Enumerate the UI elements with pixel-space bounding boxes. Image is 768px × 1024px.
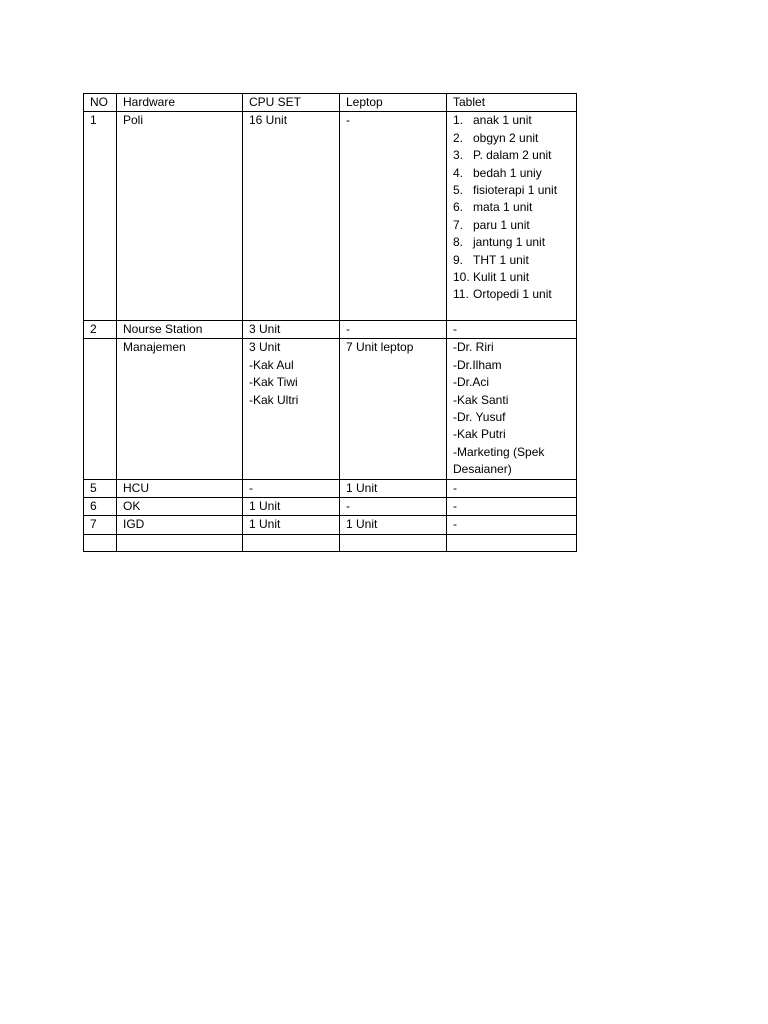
cell-tablet: [447, 320, 577, 338]
cell-cpu: [243, 320, 340, 338]
list-number: 4.: [453, 165, 464, 180]
cell-no: 5: [84, 479, 117, 497]
list-text: mata 1 unit: [473, 200, 533, 215]
header-tablet: Tablet: [447, 94, 577, 112]
cell-tablet: [447, 497, 577, 515]
cell-empty: [243, 534, 340, 551]
list-number: 5.: [453, 183, 464, 198]
list-number: 11.: [453, 287, 469, 302]
cpu-line: 3 Unit: [249, 321, 281, 336]
cell-leptop: [340, 339, 447, 479]
tablet-list-item: [453, 112, 570, 129]
cell-no: 6: [84, 497, 117, 515]
cell-no: 7: [84, 516, 117, 534]
list-text: anak 1 unit: [473, 113, 532, 128]
tablet-list-item: [453, 286, 570, 303]
tablet-list-item: [453, 130, 570, 147]
cpu-line: -Kak Ultri: [249, 392, 299, 407]
list-text: jantung 1 unit: [473, 235, 546, 250]
cell-tablet: [447, 516, 577, 534]
tablet-list-item: [453, 199, 570, 216]
header-no: NO: [84, 94, 117, 112]
tablet-line: -Marketing (Spek Desaianer): [453, 444, 545, 477]
cell-empty: [447, 534, 577, 551]
leptop-line: -: [346, 498, 350, 513]
list-text: fisioterapi 1 unit: [473, 183, 558, 198]
cell-tablet: [447, 339, 577, 479]
list-text: Kulit 1 unit: [473, 270, 530, 285]
list-text: P. dalam 2 unit: [473, 148, 552, 163]
cell-hardware: OK: [117, 497, 243, 515]
cell-leptop: [340, 497, 447, 515]
cell-no: 1: [84, 112, 117, 320]
cpu-line: 1 Unit: [249, 498, 281, 513]
cell-empty: [84, 534, 117, 551]
leptop-line: -: [346, 321, 350, 336]
list-number: 2.: [453, 130, 464, 145]
empty-table-row: [84, 534, 577, 551]
header-row: [84, 94, 577, 112]
cell-cpu: [243, 112, 340, 320]
header-cpu-set: CPU SET: [243, 94, 340, 112]
list-text: paru 1 unit: [473, 217, 530, 232]
cell-leptop: [340, 516, 447, 534]
cell-hardware: Nourse Station: [117, 320, 243, 338]
tablet-list-item: [453, 182, 570, 199]
list-number: 3.: [453, 148, 464, 163]
list-number: 8.: [453, 235, 464, 250]
leptop-line: 7 Unit leptop: [346, 340, 414, 355]
cell-no: 2: [84, 320, 117, 338]
list-text: obgyn 2 unit: [473, 130, 539, 145]
tablet-line: -Kak Putri: [453, 427, 506, 442]
tablet-line: -: [453, 498, 457, 513]
leptop-line: 1 Unit: [346, 517, 378, 532]
cpu-line: 3 Unit: [249, 340, 281, 355]
cell-cpu: [243, 516, 340, 534]
cell-hardware: HCU: [117, 479, 243, 497]
cell-tablet: [447, 112, 577, 320]
cpu-line: -: [249, 480, 253, 495]
tablet-line: -Kak Santi: [453, 392, 509, 407]
list-text: bedah 1 uniy: [473, 165, 542, 180]
tablet-list-item: [453, 165, 570, 182]
tablet-line: -: [453, 517, 457, 532]
tablet-line: -: [453, 321, 457, 336]
tablet-list-item: [453, 147, 570, 164]
table-row: [84, 339, 577, 479]
tablet-line: -Dr. Riri: [453, 340, 494, 355]
cell-hardware: Poli: [117, 112, 243, 320]
tablet-line: -Dr.Ilham: [453, 357, 502, 372]
cell-hardware: IGD: [117, 516, 243, 534]
list-number: 10.: [453, 270, 470, 285]
table-row: [84, 479, 577, 497]
cell-cpu: [243, 339, 340, 479]
tablet-list-item: [453, 252, 570, 269]
cell-empty: [117, 534, 243, 551]
header-leptop: Leptop: [340, 94, 447, 112]
list-text: THT 1 unit: [473, 252, 529, 267]
table-row: [84, 320, 577, 338]
cell-hardware: Manajemen: [117, 339, 243, 479]
cell-tablet: [447, 479, 577, 497]
leptop-line: -: [346, 113, 350, 128]
list-number: 7.: [453, 217, 464, 232]
tablet-list-item: [453, 269, 570, 286]
cpu-line: -Kak Tiwi: [249, 375, 298, 390]
cell-cpu: [243, 497, 340, 515]
cell-cpu: [243, 479, 340, 497]
tablet-line: -Dr. Yusuf: [453, 409, 506, 424]
list-number: 1.: [453, 113, 464, 128]
list-text: Ortopedi 1 unit: [473, 287, 552, 302]
leptop-line: 1 Unit: [346, 480, 378, 495]
table-row: [84, 112, 577, 320]
tablet-list-item: [453, 217, 570, 234]
tablet-line: -Dr.Aci: [453, 375, 489, 390]
cell-leptop: [340, 112, 447, 320]
hardware-table: [83, 93, 577, 552]
cell-no: [84, 339, 117, 479]
cell-leptop: [340, 479, 447, 497]
table-row: [84, 497, 577, 515]
header-hardware: Hardware: [117, 94, 243, 112]
cpu-line: 16 Unit: [249, 113, 288, 128]
tablet-line: -: [453, 480, 457, 495]
tablet-list-item: [453, 234, 570, 251]
cell-leptop: [340, 320, 447, 338]
table-row: [84, 516, 577, 534]
cpu-line: 1 Unit: [249, 517, 281, 532]
list-number: 9.: [453, 252, 464, 267]
cell-empty: [340, 534, 447, 551]
list-number: 6.: [453, 200, 464, 215]
cpu-line: -Kak Aul: [249, 357, 294, 372]
